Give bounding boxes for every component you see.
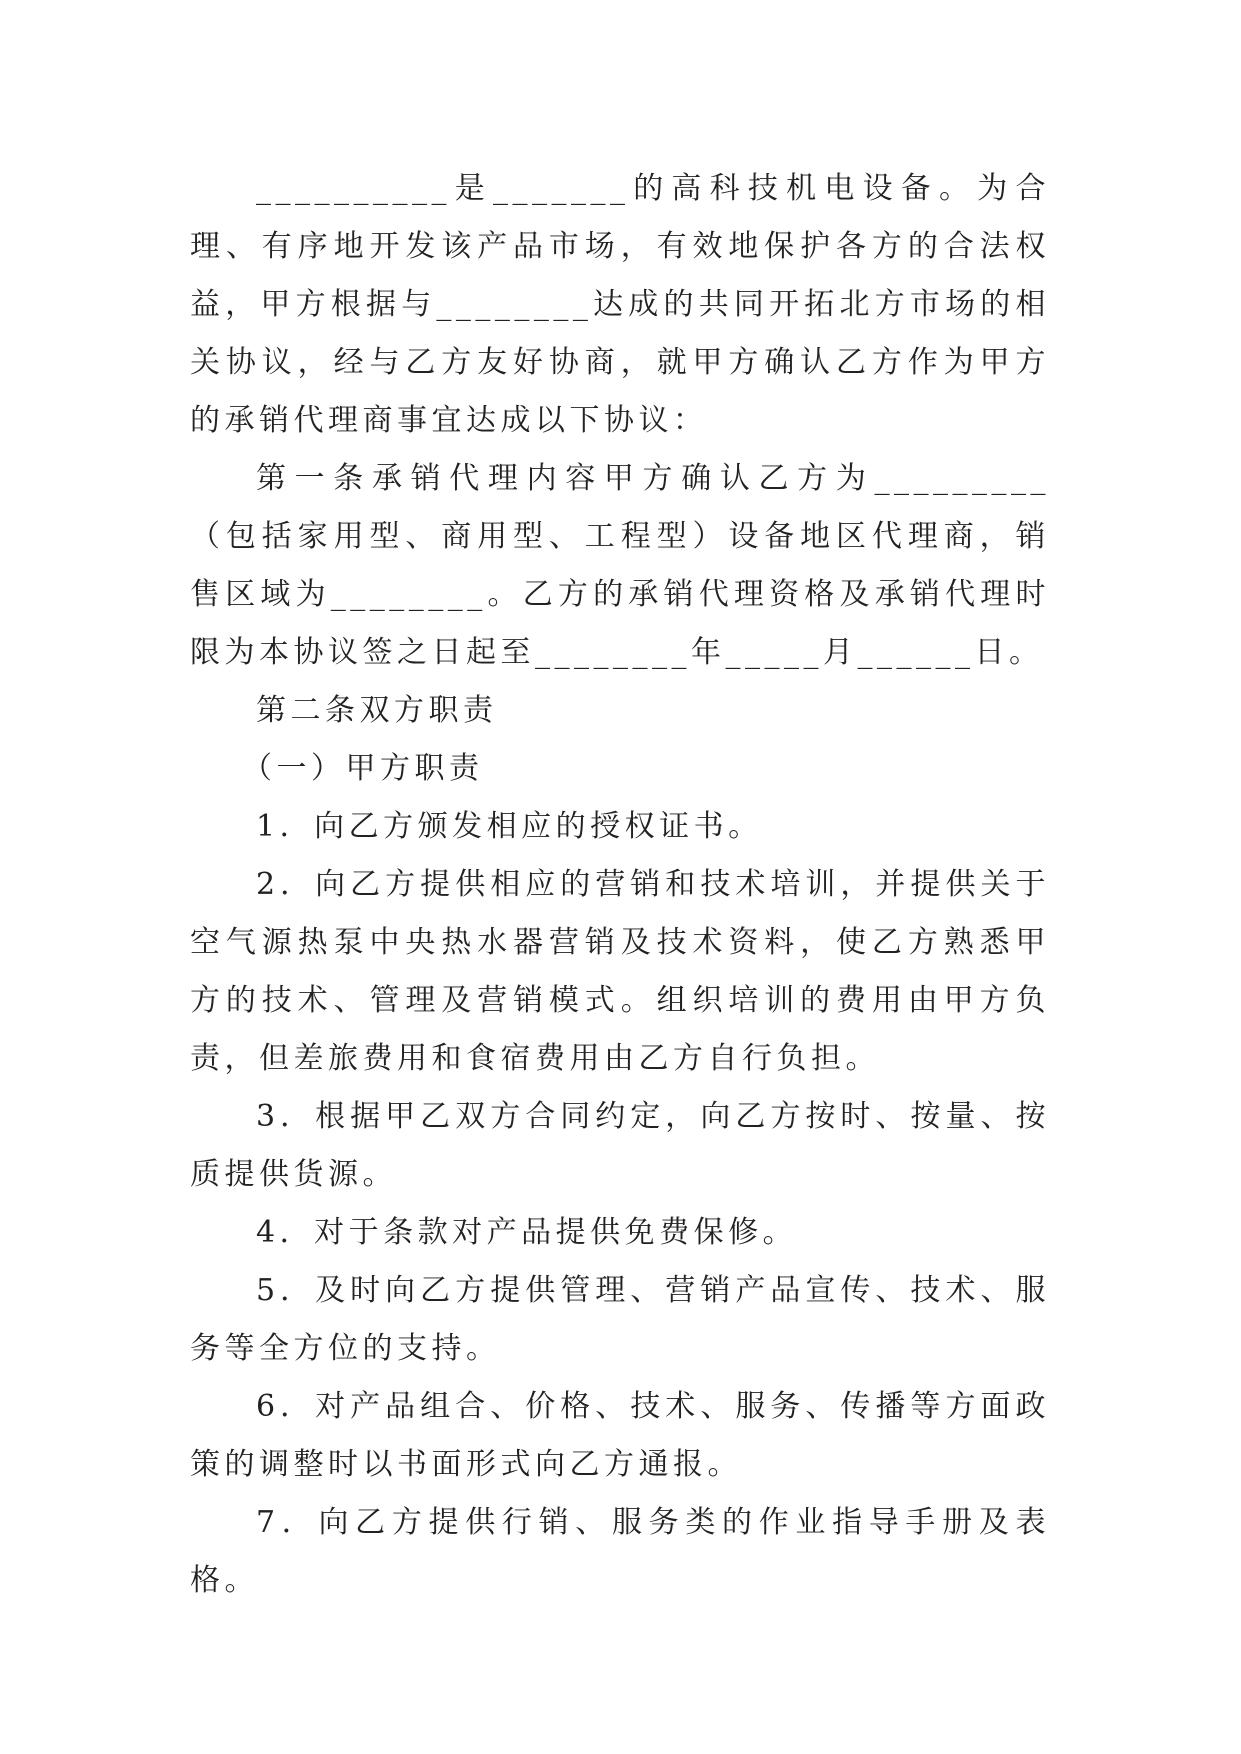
duty-item-2: 2．向乙方提供相应的营销和技术培训，并提供关于空气源热泵中央热水器营销及技术资料，使乙方熟悉甲方的技术、管理及营销模式。组织培训的费用由甲方负责，但差旅费用和食宿费用由乙方自行负担。 [190,867,1050,1076]
document-page [190,160,1050,1610]
duty-item-7: 7．向乙方提供行销、服务类的作业指导手册及表格。 [190,1505,1050,1598]
duty-item-5: 5．及时向乙方提供管理、营销产品宣传、技术、服务等全方位的支持。 [190,1273,1050,1366]
duty-item-6: 6．对产品组合、价格、技术、服务、传播等方面政策的调整时以书面形式向乙方通报。 [190,1389,1050,1482]
duty-item-4: 4．对于条款对产品提供免费保修。 [256,1215,798,1250]
duty-item-3: 3．根据甲乙双方合同约定，向乙方按时、按量、按质提供货源。 [190,1099,1050,1192]
intro-paragraph: __________是_______的高科技机电设备。为合理、有序地开发该产品市场，有效地保护各方的合法权益，甲方根据与________达成的共同开拓北方市场的相关协议，经与乙方友好协商，就甲方确认乙方作为甲方的承销代理商事宜达成以下协议： [190,171,1050,438]
article-one-paragraph: 第一条承销代理内容甲方确认乙方为_________（包括家用型、商用型、工程型）设备地区代理商，销售区域为________。乙方的承销代理资格及承销代理时限为本协议签之日起至________年_____月______日。 [190,461,1050,670]
article-two-heading: 第二条双方职责 [256,693,498,728]
duty-item-1: 1．向乙方颁发相应的授权证书。 [256,809,763,844]
party-a-duties-heading: （一）甲方职责 [242,751,484,786]
